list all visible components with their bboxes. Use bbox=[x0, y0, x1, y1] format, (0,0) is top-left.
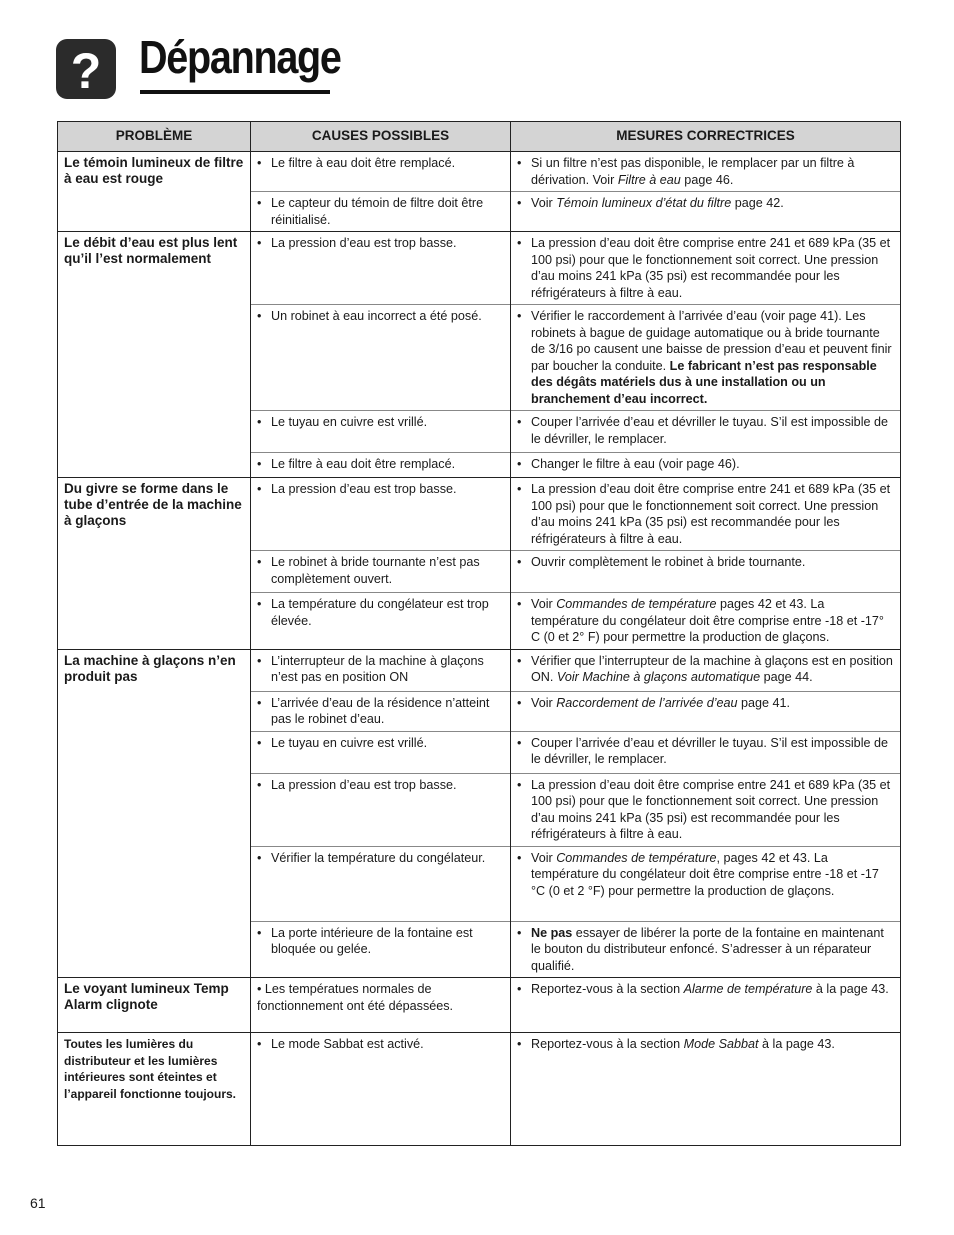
fix-text-segment: Si un filtre n’est pas disponible, le remplacer par un filtre à dérivation. Voir bbox=[531, 156, 855, 187]
fix-text-segment: page 44. bbox=[760, 670, 813, 684]
troubleshooting-table bbox=[57, 121, 901, 1146]
fix-text bbox=[531, 554, 894, 571]
fix-cell bbox=[511, 978, 901, 1033]
fix-cell bbox=[511, 551, 901, 593]
fix-text-segment: La pression d’eau doit être comprise entre 241 et 689 kPa (35 et 100 psi) pour que le fonctionnement soit correct. Une pression d’au moins 241 kPa (35 psi) est recommandée pour les réfrigérateurs à filtre à eau. bbox=[531, 777, 891, 841]
fix-text bbox=[531, 653, 894, 686]
fix-text-segment: La pression d’eau doit être comprise entre 241 et 689 kPa (35 et 100 psi) pour que le fonctionnement soit correct. Une pression d’au moins 241 kPa (35 psi) est recommandée pour les réfrigérateurs à filtre à eau. bbox=[531, 236, 891, 300]
fix-cell bbox=[511, 593, 901, 650]
fix-text-segment: Changer le filtre à eau (voir page 46). bbox=[531, 457, 740, 471]
problem-cell: La machine à glaçons n’en produit pas bbox=[58, 649, 251, 978]
fix-text bbox=[531, 195, 894, 212]
bullet-icon: • bbox=[517, 482, 522, 496]
cause-cell bbox=[251, 978, 511, 1033]
fix-text bbox=[531, 850, 894, 900]
fix-text-reference: Alarme de température bbox=[683, 982, 813, 996]
fix-text bbox=[531, 308, 894, 407]
bullet-icon: • bbox=[257, 555, 262, 569]
fix-text bbox=[531, 481, 894, 547]
fix-text-segment: à la page 43. bbox=[812, 982, 889, 996]
title-underline bbox=[140, 90, 330, 94]
fix-text bbox=[531, 456, 894, 473]
page-title: Dépannage bbox=[139, 31, 341, 83]
cause-text: La pression d’eau est trop basse. bbox=[271, 236, 457, 250]
table-row bbox=[58, 1033, 901, 1146]
problem-cell: Du givre se forme dans le tube d’entrée de la machine à glaçons bbox=[58, 478, 251, 650]
fix-cell bbox=[511, 649, 901, 691]
cause-text: Le filtre à eau doit être remplacé. bbox=[271, 156, 456, 170]
bullet-icon: • bbox=[517, 415, 522, 429]
bullet-icon: • bbox=[517, 236, 522, 250]
bullet-icon: • bbox=[257, 309, 262, 323]
table-header-row bbox=[58, 122, 901, 152]
cause-text: Vérifier la température du congélateur. bbox=[271, 850, 486, 865]
bullet-icon: • bbox=[517, 850, 522, 865]
table-row bbox=[58, 478, 901, 551]
cause-text: La pression d’eau est trop basse. bbox=[271, 777, 457, 792]
cause-cell bbox=[251, 152, 511, 192]
cause-cell bbox=[251, 551, 511, 593]
cause-text: Un robinet à eau incorrect a été posé. bbox=[271, 309, 482, 323]
bullet-icon: • bbox=[257, 236, 262, 250]
fix-text-segment: Voir bbox=[531, 196, 557, 210]
bullet-icon: • bbox=[517, 156, 522, 170]
cause-text: La pression d’eau est trop basse. bbox=[271, 482, 457, 496]
fix-text-segment: page 46. bbox=[680, 172, 734, 187]
cause-cell bbox=[251, 593, 511, 650]
fix-text-reference: Commandes de température bbox=[556, 850, 717, 865]
fix-text-segment: Reportez-vous à la section bbox=[531, 1037, 684, 1051]
bullet-icon: • bbox=[257, 482, 262, 496]
fix-cell bbox=[511, 731, 901, 773]
fix-cell bbox=[511, 453, 901, 478]
cause-text: Le tuyau en cuivre est vrillé. bbox=[271, 415, 428, 429]
bullet-icon: • bbox=[517, 735, 522, 750]
fix-text-segment: Voir bbox=[531, 850, 557, 865]
fix-text bbox=[531, 735, 894, 768]
cause-text: Le tuyau en cuivre est vrillé. bbox=[271, 735, 428, 750]
bullet-icon: • bbox=[257, 850, 262, 865]
bullet-icon: • bbox=[257, 1037, 262, 1051]
cause-cell bbox=[251, 453, 511, 478]
table-body bbox=[58, 152, 901, 1146]
fix-text-bold: Le fabricant n’est pas responsable des dégâts matériels dus à une installation ou un branchement d’eau incorrect. bbox=[531, 358, 877, 406]
bullet-icon: • bbox=[517, 777, 522, 792]
fix-text-segment: Vérifier le raccordement à l’arrivée d’eau (voir page 41). Les robinets à bague de guidage automatique ou à bride tournante de 3/16 po causent une baisse de pression d’eau et peuvent finir par boucher la conduite. bbox=[531, 309, 892, 373]
bullet-icon: • bbox=[257, 777, 262, 792]
problem-cell: Le témoin lumineux de filtre à eau est rouge bbox=[58, 152, 251, 232]
cause-text: L’arrivée d’eau de la résidence n’atteint pas le robinet d’eau. bbox=[271, 695, 490, 726]
fix-text-bold: Ne pas bbox=[531, 925, 573, 940]
cause-cell bbox=[251, 691, 511, 731]
fix-text-segment: page 41. bbox=[737, 695, 791, 710]
problem-cell: Le débit d’eau est plus lent qu’il l’est normalement bbox=[58, 232, 251, 478]
cause-cell bbox=[251, 478, 511, 551]
cause-text: Le filtre à eau doit être remplacé. bbox=[271, 457, 456, 471]
fix-text bbox=[531, 1036, 894, 1053]
fix-text-segment: Ouvrir complètement le robinet à bride tournante. bbox=[531, 555, 806, 569]
bullet-icon: • bbox=[517, 925, 522, 940]
problem-cell: Toutes les lumières du distributeur et les lumières intérieures sont éteintes et l’appareil fonctionne toujours. bbox=[58, 1033, 251, 1146]
bullet-icon: • bbox=[517, 196, 522, 210]
bullet-icon: • bbox=[257, 415, 262, 429]
bullet-icon: • bbox=[257, 925, 262, 940]
cause-text: L’interrupteur de la machine à glaçons n’est pas en position ON bbox=[271, 653, 484, 684]
cause-cell bbox=[251, 773, 511, 846]
bullet-icon: • bbox=[257, 196, 262, 210]
table-row bbox=[58, 232, 901, 305]
bullet-icon: • bbox=[257, 735, 262, 750]
fix-text bbox=[531, 925, 894, 975]
cause-cell bbox=[251, 232, 511, 305]
bullet-icon: • bbox=[517, 653, 522, 668]
bullet-icon: • bbox=[517, 457, 522, 471]
table-row bbox=[58, 978, 901, 1033]
page-number: 61 bbox=[30, 1195, 46, 1211]
cause-text: Le mode Sabbat est activé. bbox=[271, 1037, 424, 1051]
bullet-icon: • bbox=[257, 695, 262, 710]
fix-text-segment: essayer de libérer la porte de la fontaine en maintenant le bouton du distributeur enfoncé. S’adresser à un réparateur qualifié. bbox=[531, 925, 884, 973]
bullet-icon: • bbox=[517, 695, 522, 710]
fix-text bbox=[531, 981, 894, 998]
fix-text-segment: Couper l’arrivée d’eau et dévriller le tuyau. S’il est impossible de le dévriller, le remplacer. bbox=[531, 415, 888, 446]
fix-cell bbox=[511, 232, 901, 305]
bullet-icon: • bbox=[517, 555, 522, 569]
fix-text-reference: Voir Machine à glaçons automatique bbox=[556, 670, 761, 684]
cause-text: La température du congélateur est trop élevée. bbox=[271, 597, 489, 628]
cause-cell bbox=[251, 192, 511, 232]
bullet-icon: • bbox=[517, 1037, 522, 1051]
cause-cell bbox=[251, 1033, 511, 1146]
fix-text-segment: La pression d’eau doit être comprise entre 241 et 689 kPa (35 et 100 psi) pour que le fonctionnement soit correct. Une pression d’au moins 241 kPa (35 psi) est recommandée pour les réfrigérateurs à filtre à eau. bbox=[531, 482, 891, 546]
fix-text-segment: Couper l’arrivée d’eau et dévriller le tuyau. S’il est impossible de le dévriller, le remplacer. bbox=[531, 735, 888, 766]
fix-text bbox=[531, 414, 894, 447]
bullet-icon: • bbox=[257, 597, 262, 611]
fix-text-segment: pages 42 et 43. La température du congélateur doit être comprise entre -18 et -17° C (0 et 2° F) pour permettre la production de glaçons. bbox=[531, 597, 884, 644]
cause-text: Le capteur du témoin de filtre doit être réinitialisé. bbox=[271, 196, 484, 227]
header-probleme: PROBLÈME bbox=[58, 122, 251, 152]
cause-cell bbox=[251, 921, 511, 978]
bullet-icon: • bbox=[257, 156, 262, 170]
fix-text-segment: à la page 43. bbox=[758, 1037, 835, 1051]
question-mark-glyph: ? bbox=[70, 43, 102, 99]
header-causes: CAUSES POSSIBLES bbox=[251, 122, 511, 152]
fix-cell bbox=[511, 152, 901, 192]
fix-text bbox=[531, 155, 894, 188]
fix-text bbox=[531, 235, 894, 301]
bullet-icon: • bbox=[517, 597, 522, 611]
header-mesures: MESURES CORRECTRICES bbox=[511, 122, 901, 152]
fix-text-segment: page 42. bbox=[731, 196, 784, 210]
fix-cell bbox=[511, 478, 901, 551]
cause-cell bbox=[251, 649, 511, 691]
cause-cell bbox=[251, 411, 511, 453]
problem-cell: Le voyant lumineux Temp Alarm clignote bbox=[58, 978, 251, 1033]
fix-text-reference: Mode Sabbat bbox=[683, 1037, 759, 1051]
table-row bbox=[58, 152, 901, 192]
cause-cell bbox=[251, 731, 511, 773]
fix-cell bbox=[511, 846, 901, 921]
table-row bbox=[58, 649, 901, 691]
fix-text-segment: , pages 42 et 43. La température du congélateur doit être comprise entre -18 et -17 °C (0 et 2 °F) pour permettre la production de glaçons. bbox=[531, 850, 879, 898]
fix-text-reference: Raccordement de l’arrivée d’eau bbox=[556, 695, 738, 710]
fix-text-reference: Filtre à eau bbox=[617, 172, 681, 187]
fix-cell bbox=[511, 691, 901, 731]
fix-cell bbox=[511, 921, 901, 978]
bullet-icon: • bbox=[517, 309, 522, 323]
cause-cell bbox=[251, 846, 511, 921]
fix-text bbox=[531, 596, 894, 646]
cause-text: • Les températues normales de fonctionnement ont été dépassées. bbox=[257, 982, 454, 1013]
fix-text bbox=[531, 777, 894, 843]
bullet-icon: • bbox=[517, 982, 522, 996]
fix-text-reference: Témoin lumineux d’état du filtre bbox=[556, 196, 732, 210]
bullet-icon: • bbox=[257, 457, 262, 471]
fix-text-reference: Commandes de température bbox=[556, 597, 717, 611]
fix-cell bbox=[511, 411, 901, 453]
question-mark-icon bbox=[55, 38, 117, 100]
fix-text-segment: Voir bbox=[531, 695, 557, 710]
bullet-icon: • bbox=[257, 653, 262, 668]
fix-text-segment: Voir bbox=[531, 597, 557, 611]
fix-cell bbox=[511, 192, 901, 232]
fix-cell bbox=[511, 1033, 901, 1146]
fix-cell bbox=[511, 773, 901, 846]
fix-text bbox=[531, 695, 894, 712]
fix-text-segment: Reportez-vous à la section bbox=[531, 982, 684, 996]
cause-cell bbox=[251, 305, 511, 411]
cause-text: La porte intérieure de la fontaine est bloquée ou gelée. bbox=[271, 925, 473, 956]
fix-text-segment: Vérifier que l’interrupteur de la machine à glaçons est en position ON. bbox=[531, 653, 893, 684]
fix-cell bbox=[511, 305, 901, 411]
cause-text: Le robinet à bride tournante n’est pas complètement ouvert. bbox=[271, 555, 480, 586]
